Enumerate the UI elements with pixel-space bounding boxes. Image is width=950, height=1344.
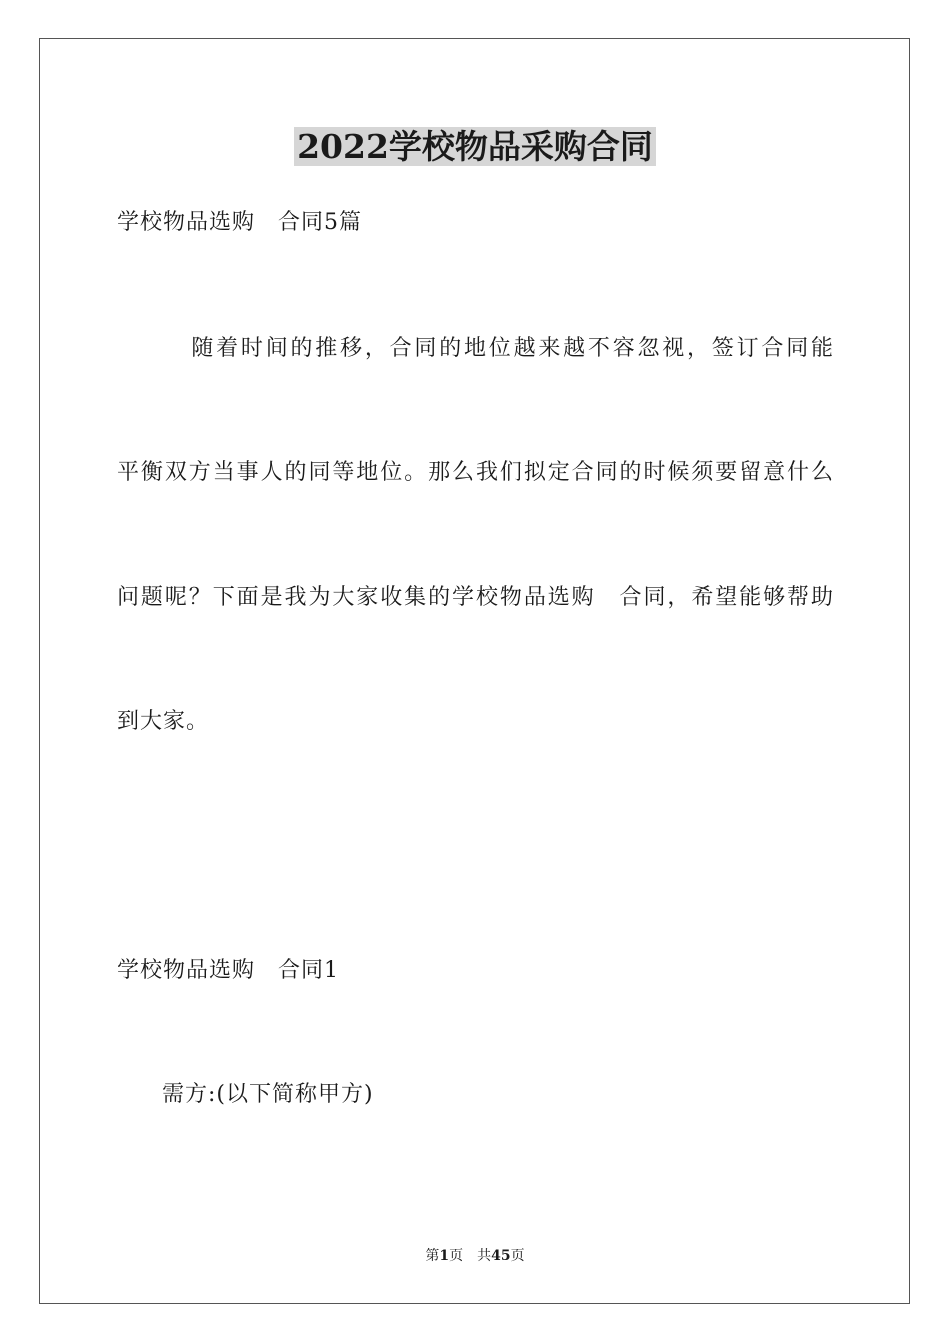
intro-line-3: 问题呢？下面是我为大家收集的学校物品选购 合同，希望能够帮助: [117, 585, 833, 610]
footer-suffix: 页: [510, 1248, 525, 1264]
intro-line-4: 到大家。: [117, 709, 210, 734]
document-subtitle: 学校物品选购 合同5篇: [117, 210, 362, 235]
page-footer: [0, 1246, 950, 1266]
footer-prefix: 第: [425, 1248, 440, 1264]
footer-mid: 页 共: [449, 1248, 492, 1264]
footer-page-total: 45: [491, 1248, 511, 1264]
document-title: [0, 125, 950, 169]
section-heading: 学校物品选购 合同1: [117, 958, 339, 983]
document-title-text: 2022学校物品采购合同: [294, 127, 656, 166]
intro-line-2: 平衡双方当事人的同等地位。那么我们拟定合同的时候须要留意什么: [117, 460, 833, 485]
intro-line-1: 随着时间的推移，合同的地位越来越不容忽视，签订合同能: [117, 336, 833, 361]
party-line: 需方:(以下简称甲方): [162, 1082, 374, 1107]
footer-page-number: 1: [439, 1248, 450, 1264]
